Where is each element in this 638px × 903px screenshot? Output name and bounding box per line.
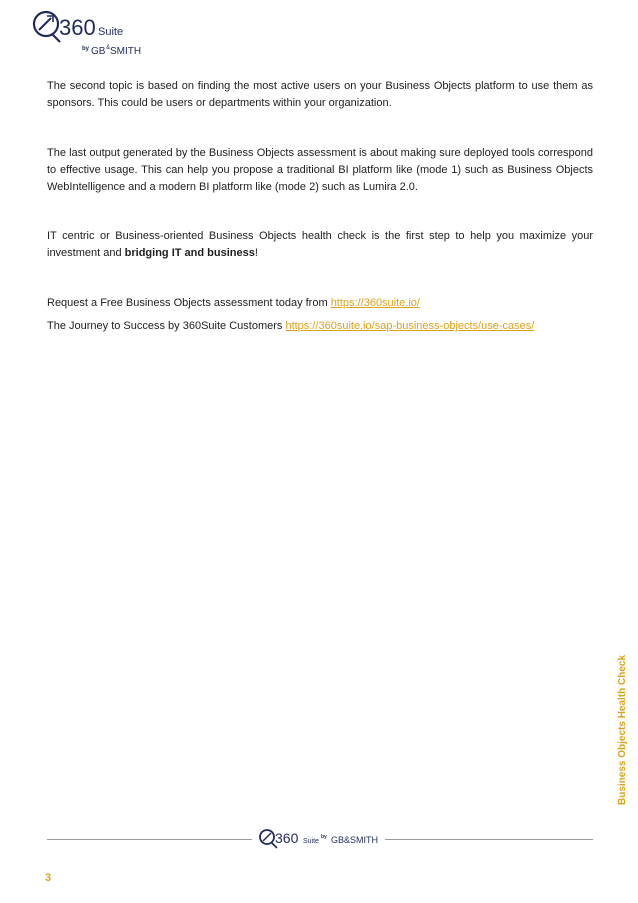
paragraph-deployed-tools: The last output generated by the Business Objects assessment is about making sure deployed tools correspond to effective usage. This can help you propose a traditional BI platform like (mode 1) such as Business Objects WebIntelligence and a modern BI platform like (mode 2) such as Lumira 2.0. — [47, 147, 593, 193]
footer-company: GB&SMITH — [331, 835, 379, 845]
footer-divider-right — [385, 839, 593, 840]
document-body — [47, 78, 593, 335]
company-prefix: GB — [91, 46, 106, 57]
company-suffix: SMITH — [110, 46, 142, 57]
page-number: 3 — [45, 872, 52, 884]
link-360suite[interactable]: https://360suite.io/ — [330, 297, 420, 309]
footer-brand-word: Suite — [303, 838, 319, 845]
p4-text: Request a Free Business Objects assessment today from — [47, 297, 331, 309]
footer-divider-left — [47, 839, 252, 840]
brand-number: 360 — [59, 15, 96, 40]
side-tab-label: Business Objects Health Check — [617, 654, 628, 805]
p3-bold-text: bridging IT and business — [124, 247, 255, 259]
by-label: by — [82, 46, 90, 52]
side-tab — [608, 600, 634, 810]
360suite-logo-graphic — [30, 8, 170, 58]
p3-text: IT centric or Business-oriented Business Objects health check is the first step to help you maximize your investment and — [47, 230, 593, 259]
p3-end: ! — [254, 247, 258, 259]
paragraph-active-users: The second topic is based on finding the most active users on your Business Objects platform to use them as sponsors. This could be users or departments within your organization. — [47, 80, 593, 109]
footer-logo — [258, 822, 383, 852]
p5-text: The Journey to Success by 360Suite Customers — [47, 320, 286, 332]
paragraph-journey — [47, 318, 593, 335]
brand-word: Suite — [98, 26, 124, 38]
footer-by-label: by — [321, 834, 327, 840]
footer-brand-number: 360 — [275, 830, 299, 846]
paragraph-health-check — [47, 228, 593, 262]
header-logo — [30, 8, 170, 58]
paragraph-request-assessment — [47, 295, 593, 312]
link-use-cases[interactable]: https://360suite.io/sap-business-objects/use-cases/ — [285, 320, 535, 332]
company-sup: & — [106, 45, 111, 51]
